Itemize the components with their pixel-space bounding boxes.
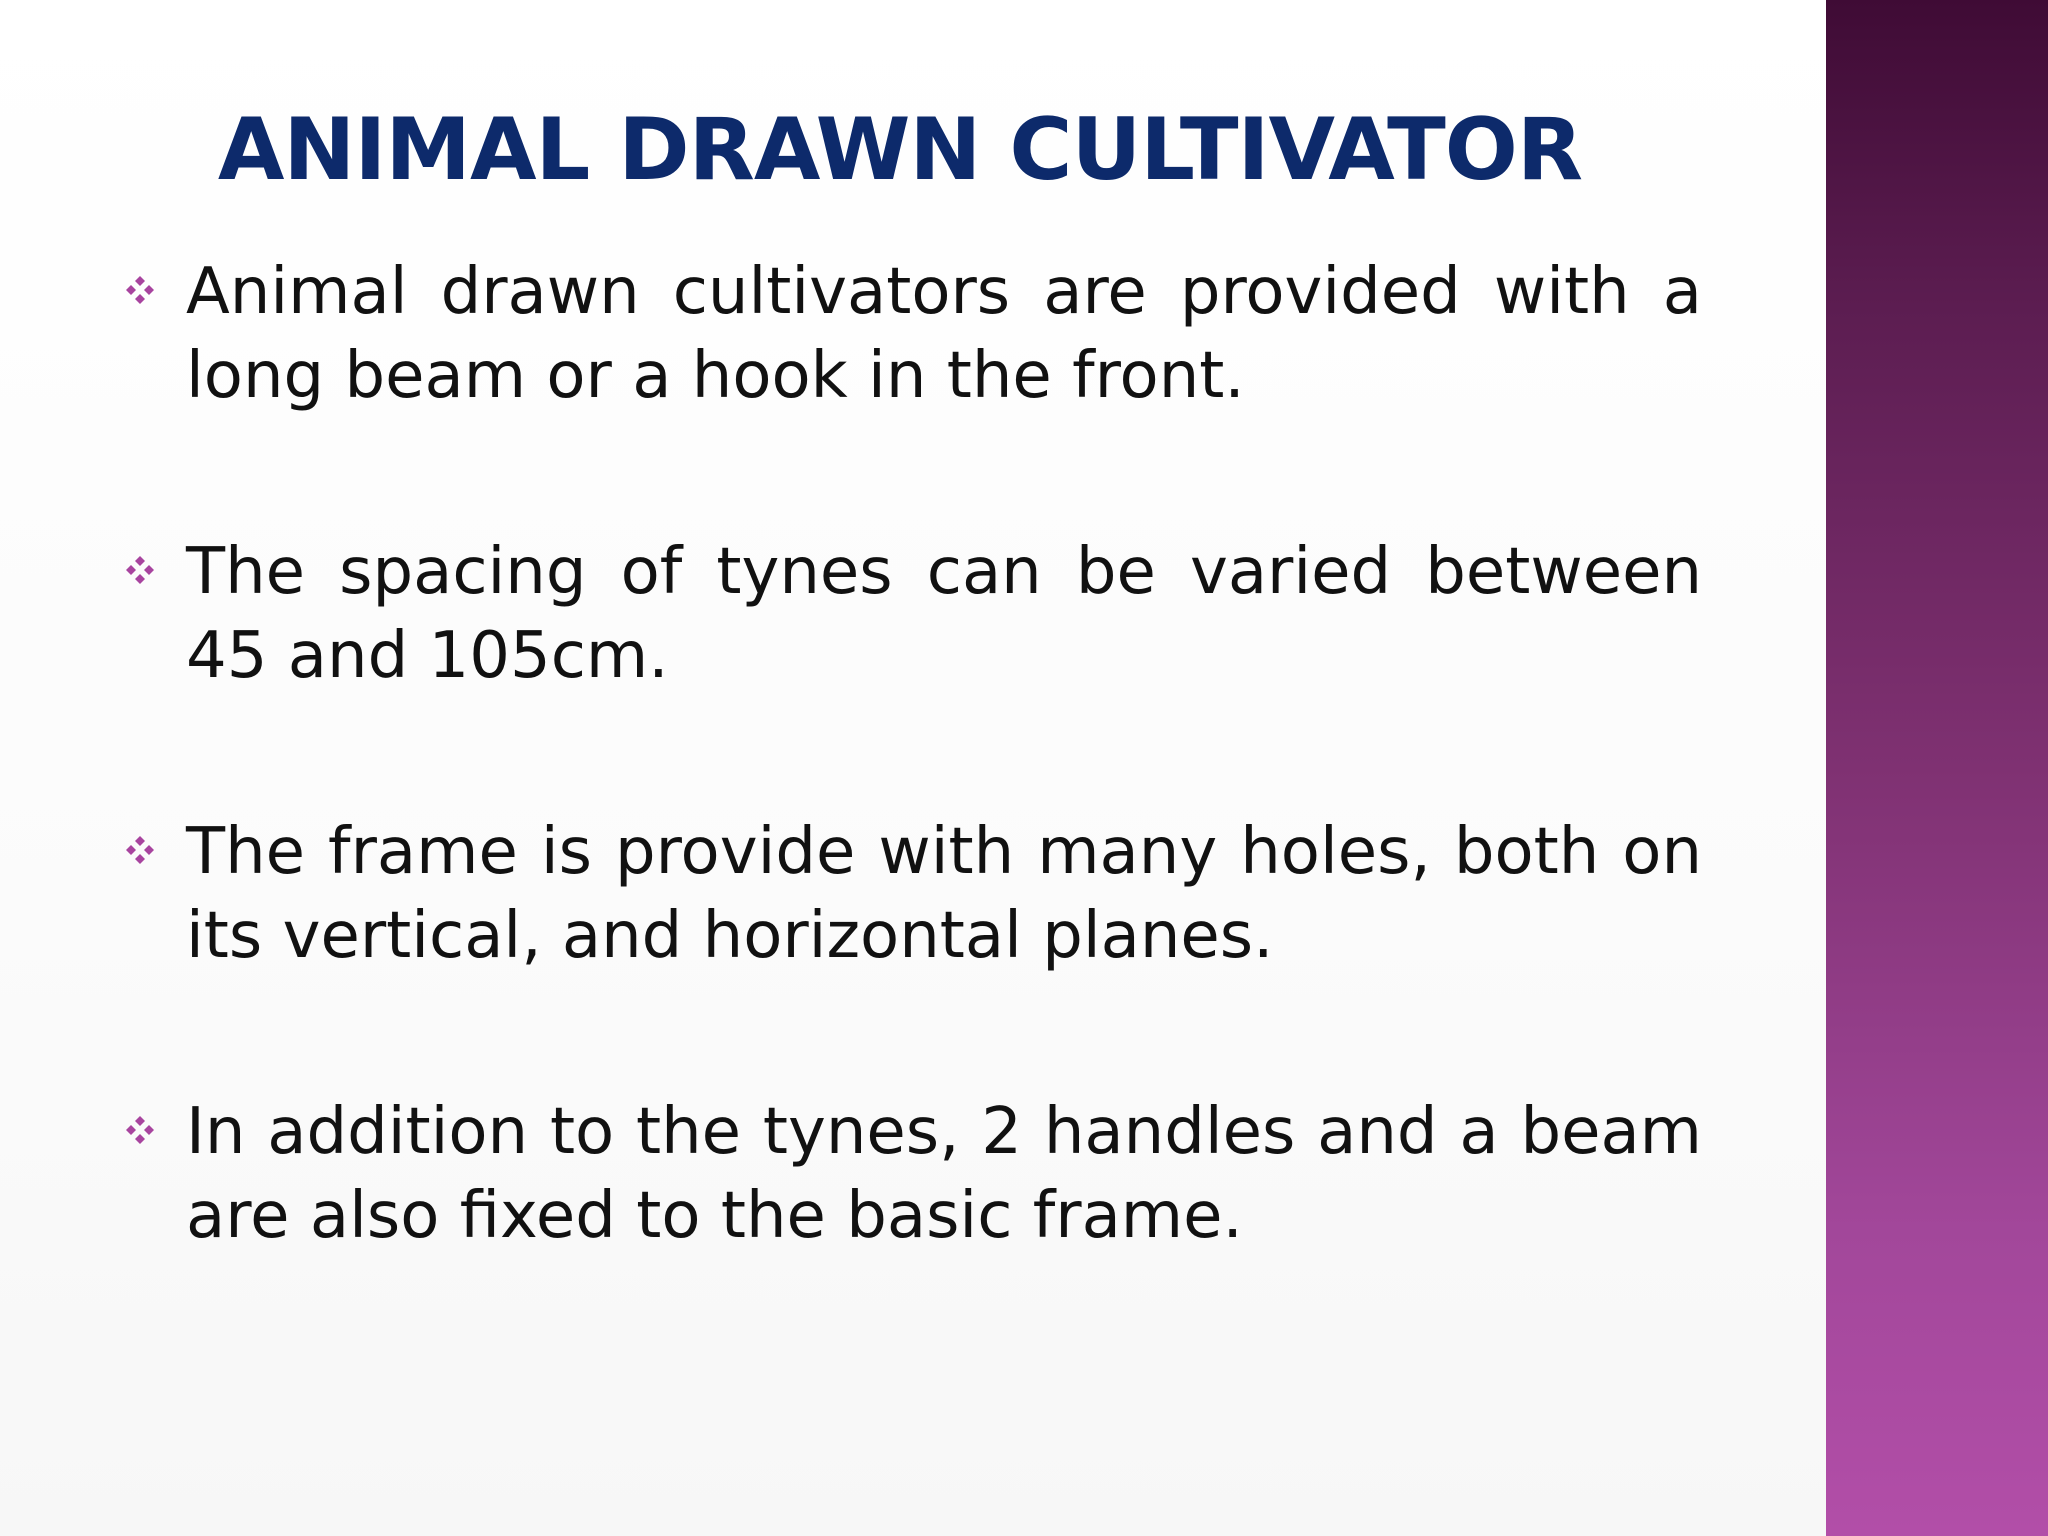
- bullet-text: In addition to the tynes, 2 handles and a beam are also fixed to the basic frame.: [186, 1095, 1702, 1253]
- diamond-bullet-icon: [122, 1112, 158, 1148]
- diamond-bullet-icon: [122, 832, 158, 868]
- bullet-text: The spacing of tynes can be varied between 45 and 105cm.: [186, 535, 1702, 693]
- side-decoration-band: [1826, 0, 2048, 1536]
- diamond-bullet-icon: [122, 272, 158, 308]
- bullet-text: Animal drawn cultivators are provided with a long beam or a hook in the front.: [186, 255, 1702, 413]
- diamond-bullet-icon: [122, 552, 158, 588]
- slide-title: ANIMAL DRAWN CULTIVATOR: [217, 100, 1583, 200]
- bullet-text: The frame is provide with many holes, both on its vertical, and horizontal planes.: [186, 815, 1702, 973]
